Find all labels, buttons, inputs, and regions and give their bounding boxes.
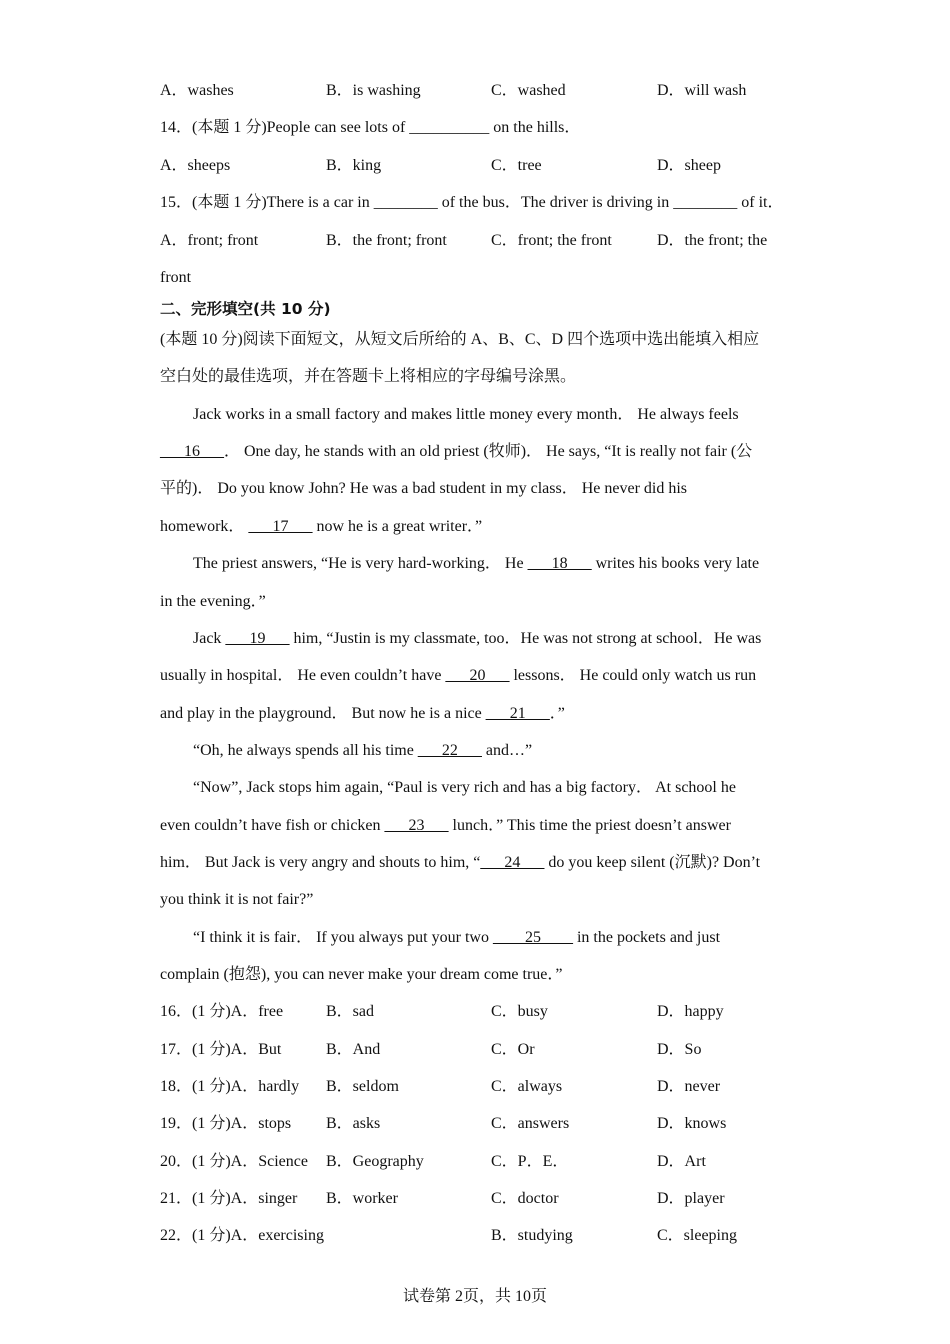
page-footer: 试卷第 2页，共 10页: [402, 1288, 547, 1305]
passage-text: “Oh, he always spends all his time: [193, 742, 418, 759]
passage-text: in the pockets and just: [572, 929, 721, 946]
q15-option-d: D．the front; the: [657, 232, 768, 249]
passage-text: Jack: [193, 630, 226, 647]
q15-option-c: C．front; the front: [491, 232, 612, 249]
passage-text: ． One day, he stands with an old priest (牧师)． He says, “It is really not fair (公: [224, 443, 753, 460]
q21-option-c: C．doctor: [491, 1190, 559, 1207]
passage-line: [160, 816, 731, 836]
section-title: 二、完形填空(共 10 分): [160, 300, 331, 318]
q21-option-a: 21．(1 分)A．singer: [160, 1190, 298, 1207]
blank-25: ____25____: [492, 929, 573, 946]
passage-text: lessons． He could only watch us run: [509, 667, 757, 684]
q19-option-c: C．answers: [491, 1115, 570, 1132]
q19-option-b: B．asks: [326, 1115, 381, 1132]
passage-text: homework．: [160, 518, 249, 535]
q14-option-c: C．tree: [491, 157, 542, 174]
q18-option-a: 18．(1 分)A．hardly: [160, 1078, 300, 1095]
q18-option-c: C．always: [491, 1078, 563, 1095]
blank-17: ___17___: [248, 518, 313, 535]
q19-option-d: D．knows: [657, 1115, 727, 1132]
passage-text: do you keep silent (沉默)? Don’t: [544, 854, 761, 871]
q15-stem: [160, 193, 783, 213]
section-instruction-2: 空白处的最佳选项，并在答题卡上将相应的字母编号涂黑。: [160, 368, 577, 385]
q21-option-b: B．worker: [326, 1190, 398, 1207]
q16-option-b: B．sad: [326, 1003, 375, 1020]
passage-line: you think it is not fair?”: [160, 891, 314, 908]
q15-option-d-wrap: front: [160, 269, 192, 286]
q18-option-d: D．never: [657, 1078, 721, 1095]
blank-21: ___21___: [485, 705, 550, 722]
blank-22: ___22___: [417, 742, 482, 759]
q14-blank: __________: [409, 119, 490, 136]
passage-text: usually in hospital． He even couldn’t have: [160, 667, 446, 684]
q20-option-b: B．Geography: [326, 1153, 424, 1170]
q17-option-d: D．So: [657, 1041, 702, 1058]
q15-blank-1: ________: [373, 194, 438, 211]
passage-line: 平的)． Do you know John? He was a bad student in my class． He never did his: [160, 480, 688, 497]
q15-stem-text-mid: of the bus．The driver is driving in: [437, 194, 674, 211]
passage-text: him． But Jack is very angry and shouts to him, “: [160, 854, 481, 871]
q20-option-a: 20．(1 分)A．Science: [160, 1153, 308, 1170]
q15-option-b: B．the front; front: [326, 232, 447, 249]
passage-text: writes his books very late: [591, 555, 760, 572]
passage-line: [160, 704, 565, 724]
q15-option-a: A．front; front: [160, 232, 259, 249]
q21-option-d: D．player: [657, 1190, 725, 1207]
q15-blank-2: ________: [673, 194, 738, 211]
passage-line: complain (抱怨), you can never make your dream come true．”: [160, 966, 563, 983]
q14-option-b: B．king: [326, 157, 382, 174]
q20-option-d: D．Art: [657, 1153, 706, 1170]
blank-16: ___16___: [160, 443, 224, 460]
q13-option-c: C．washed: [491, 82, 566, 99]
q14-stem: [160, 118, 580, 138]
q15-stem-text: 15．(本题 1 分)There is a car in: [160, 194, 374, 211]
q17-option-b: B．And: [326, 1041, 381, 1058]
blank-20: ___20___: [445, 667, 510, 684]
q13-option-a: A．washes: [160, 82, 234, 99]
passage-line: [160, 666, 756, 686]
passage-text: ．”: [549, 705, 565, 722]
q22-option-c: C．sleeping: [657, 1227, 737, 1244]
passage-text: him, “Justin is my classmate, too．He was not strong at school．He was: [289, 630, 762, 647]
q14-stem-text: 14．(本题 1 分)People can see lots of: [160, 119, 410, 136]
passage-text: now he is a great writer．”: [312, 518, 483, 535]
passage-text: even couldn’t have fish or chicken: [160, 817, 385, 834]
blank-23: ___23___: [384, 817, 449, 834]
q16-option-a: 16．(1 分)A．free: [160, 1003, 284, 1020]
q13-option-d: D．will wash: [657, 82, 747, 99]
q22-option-a: 22．(1 分)A．exercising: [160, 1227, 324, 1244]
passage-text: “I think it is fair． If you always put your two: [193, 929, 493, 946]
passage-line: [160, 442, 752, 462]
passage-text: and…”: [481, 742, 533, 759]
q20-option-c: C．P．E．: [491, 1153, 569, 1170]
q15-stem-text-end: of it．: [737, 194, 784, 211]
blank-18: ___18___: [527, 555, 592, 572]
q13-option-b: B．is washing: [326, 82, 421, 99]
passage-text: and play in the playground． But now he is a nice: [160, 705, 486, 722]
passage-line: [193, 554, 759, 574]
blank-19: ___19___: [225, 630, 290, 647]
q16-option-c: C．busy: [491, 1003, 548, 1020]
passage-line: [193, 629, 761, 649]
q14-option-a: A．sheeps: [160, 157, 231, 174]
passage-line: [193, 741, 532, 761]
q14-option-d: D．sheep: [657, 157, 721, 174]
passage-line: [193, 928, 720, 948]
q16-option-d: D．happy: [657, 1003, 724, 1020]
passage-line: in the evening．”: [160, 593, 266, 610]
q19-option-a: 19．(1 分)A．stops: [160, 1115, 292, 1132]
q14-stem-text-end: on the hills．: [489, 119, 581, 136]
passage-line: [160, 853, 760, 873]
blank-24: ___24___: [480, 854, 545, 871]
q17-option-a: 17．(1 分)A．But: [160, 1041, 282, 1058]
passage-line: [160, 517, 482, 537]
passage-line: “Now”, Jack stops him again, “Paul is very rich and has a big factory． At school he: [193, 779, 736, 796]
passage-text: lunch．” This time the priest doesn’t answer: [448, 817, 731, 834]
passage-line: Jack works in a small factory and makes little money every month． He always feels: [193, 406, 739, 423]
q18-option-b: B．seldom: [326, 1078, 399, 1095]
passage-text: The priest answers, “He is very hard-working． He: [193, 555, 528, 572]
section-instruction-1: (本题 10 分)阅读下面短文，从短文后所给的 A、B、C、D 四个选项中选出能填入相应: [160, 331, 760, 348]
q17-option-c: C．Or: [491, 1041, 535, 1058]
q22-option-b: B．studying: [491, 1227, 573, 1244]
